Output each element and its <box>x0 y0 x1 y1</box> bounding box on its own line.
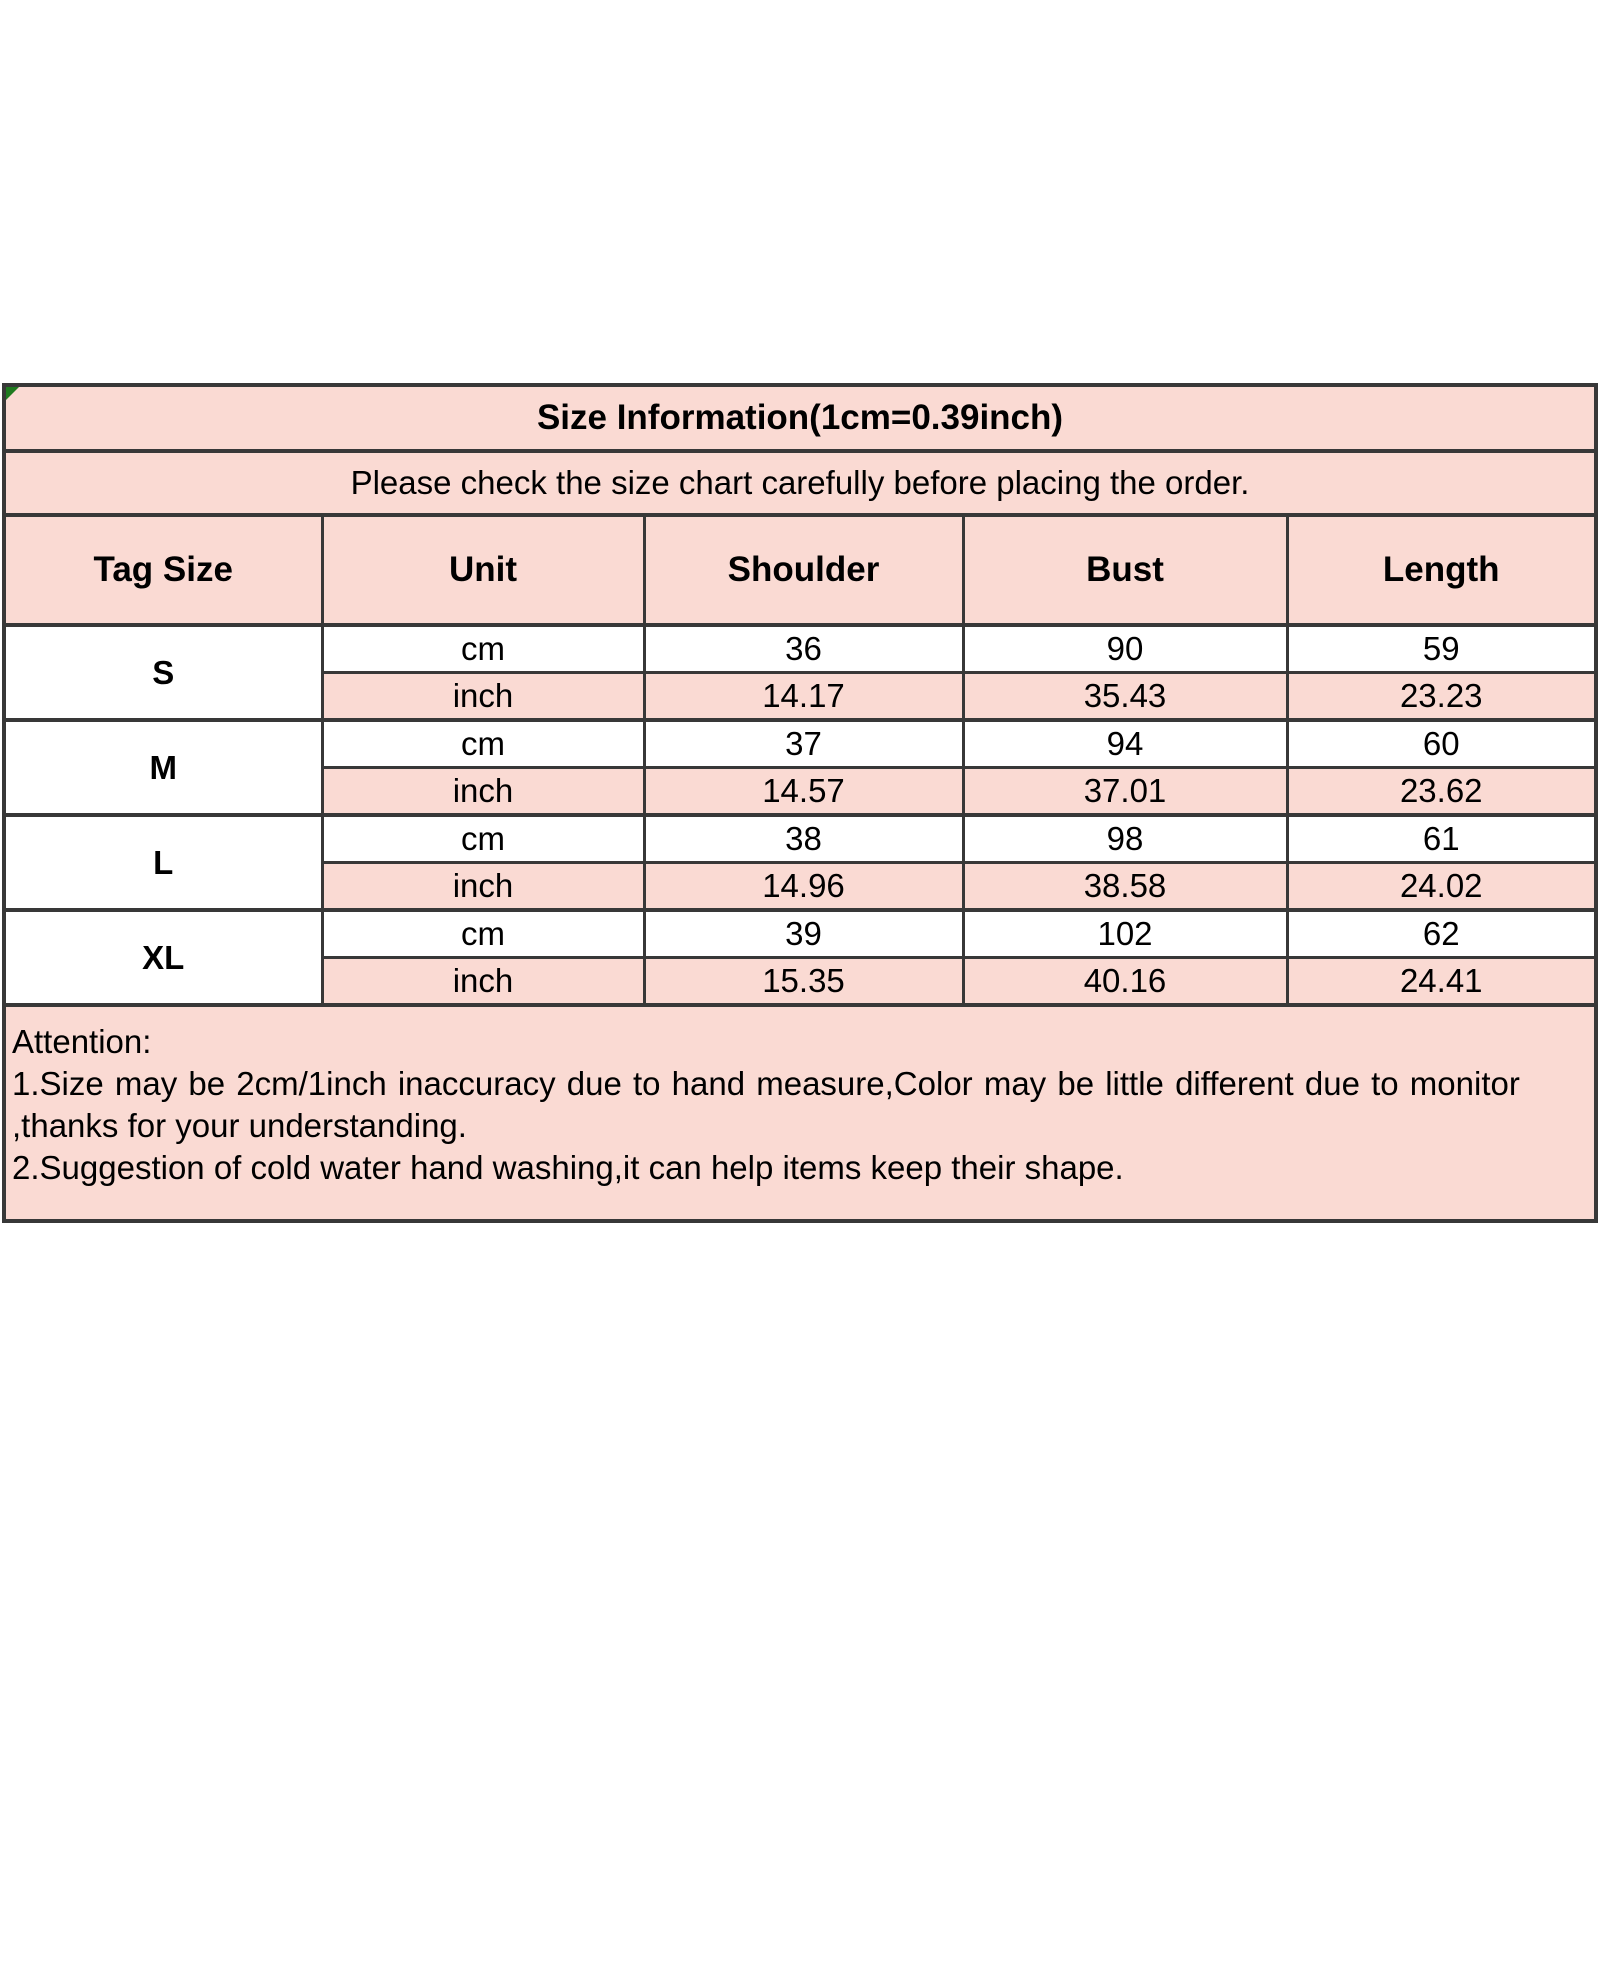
value-cell: 102 <box>963 910 1287 958</box>
value-cell: 39 <box>644 910 963 958</box>
size-row-l-cm <box>4 815 1596 863</box>
value-cell: 24.02 <box>1287 863 1596 911</box>
value-cell: 15.35 <box>644 958 963 1006</box>
attention-heading: Attention: <box>12 1023 152 1060</box>
value-cell: 94 <box>963 720 1287 768</box>
value-cell: 14.17 <box>644 673 963 721</box>
value-cell: 14.96 <box>644 863 963 911</box>
value-cell: 59 <box>1287 625 1596 673</box>
value-cell: 23.23 <box>1287 673 1596 721</box>
tag-size-cell: M <box>4 720 322 815</box>
value-cell: 60 <box>1287 720 1596 768</box>
value-cell: 37.01 <box>963 768 1287 816</box>
size-row-m-cm <box>4 720 1596 768</box>
unit-cell: inch <box>322 863 644 911</box>
size-row-xl-cm <box>4 910 1596 958</box>
size-chart <box>2 383 1598 1223</box>
unit-cell: cm <box>322 910 644 958</box>
table-subtitle: Please check the size chart carefully before placing the order. <box>4 451 1596 515</box>
value-cell: 62 <box>1287 910 1596 958</box>
value-cell: 23.62 <box>1287 768 1596 816</box>
table-title: Size Information(1cm=0.39inch) <box>4 385 1596 451</box>
unit-cell: cm <box>322 815 644 863</box>
value-cell: 36 <box>644 625 963 673</box>
subtitle-row <box>4 451 1596 515</box>
unit-cell: cm <box>322 720 644 768</box>
value-cell: 37 <box>644 720 963 768</box>
attention-note-1: 1.Size may be 2cm/1inch inaccuracy due to hand measure,Color may be little different due to monitor <box>12 1065 1520 1102</box>
unit-cell: cm <box>322 625 644 673</box>
value-cell: 38 <box>644 815 963 863</box>
tag-size-cell: S <box>4 625 322 720</box>
unit-cell: inch <box>322 958 644 1006</box>
tag-size-cell: L <box>4 815 322 910</box>
title-row <box>4 385 1596 451</box>
attention-row <box>4 1005 1596 1221</box>
value-cell: 61 <box>1287 815 1596 863</box>
value-cell: 14.57 <box>644 768 963 816</box>
column-header-length: Length <box>1287 515 1596 625</box>
column-header-unit: Unit <box>322 515 644 625</box>
attention-block <box>4 1005 1596 1221</box>
tag-size-cell: XL <box>4 910 322 1005</box>
value-cell: 24.41 <box>1287 958 1596 1006</box>
unit-cell: inch <box>322 768 644 816</box>
column-header-tag-size: Tag Size <box>4 515 322 625</box>
value-cell: 38.58 <box>963 863 1287 911</box>
value-cell: 40.16 <box>963 958 1287 1006</box>
size-row-s-cm <box>4 625 1596 673</box>
header-row <box>4 515 1596 625</box>
attention-note-1-cont: ,thanks for your understanding. <box>12 1107 467 1144</box>
value-cell: 98 <box>963 815 1287 863</box>
size-table <box>2 383 1598 1223</box>
green-corner-triangle-icon <box>6 387 19 400</box>
column-header-shoulder: Shoulder <box>644 515 963 625</box>
unit-cell: inch <box>322 673 644 721</box>
attention-note-2: 2.Suggestion of cold water hand washing,it can help items keep their shape. <box>12 1149 1124 1186</box>
value-cell: 35.43 <box>963 673 1287 721</box>
column-header-bust: Bust <box>963 515 1287 625</box>
value-cell: 90 <box>963 625 1287 673</box>
